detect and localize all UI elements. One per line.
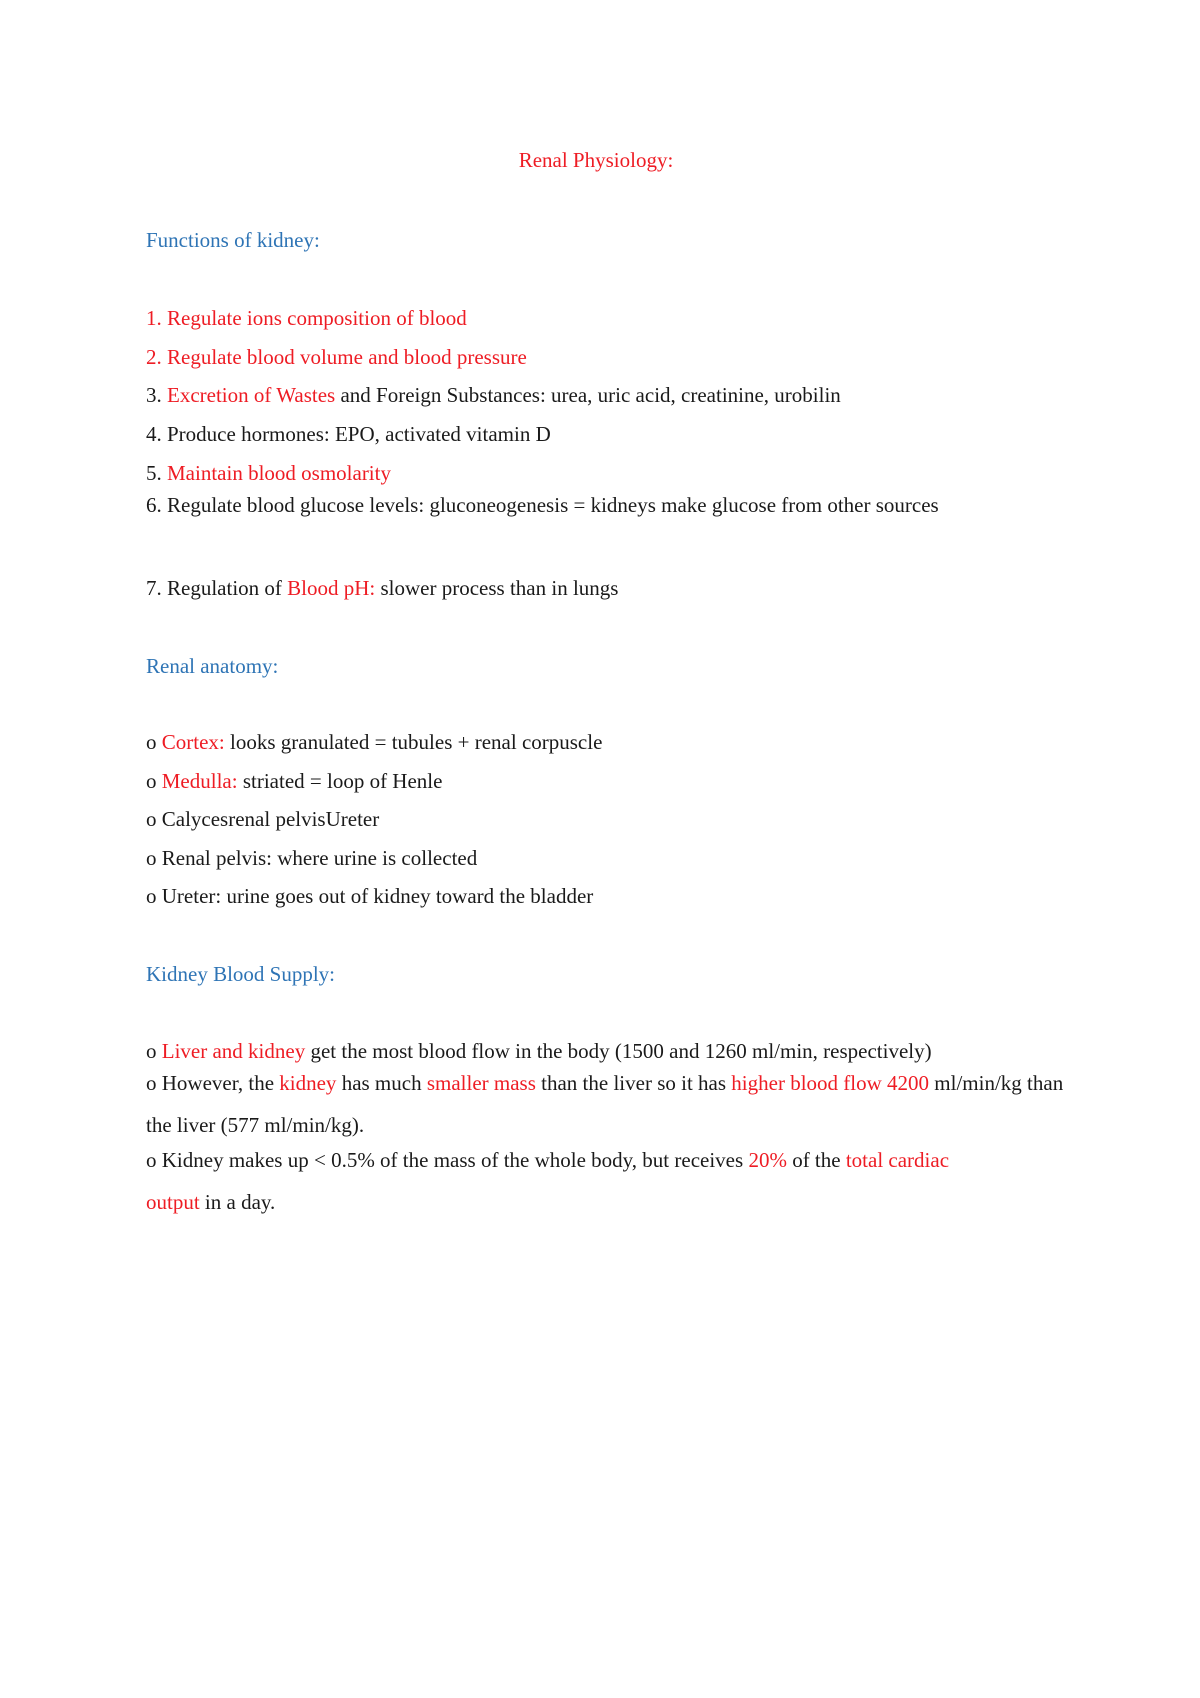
paragraph: o Kidney makes up < 0.5% of the mass of the whole body, but receives 20% of the total cardiac output in a day. — [146, 1148, 950, 1214]
list-item: 4. Produce hormones: EPO, activated vitamin D — [146, 422, 551, 446]
list-item: 1. Regulate ions composition of blood — [146, 306, 467, 330]
section-heading-anatomy: Renal anatomy: — [146, 654, 279, 678]
list-item: 7. Regulation of Blood pH: slower process than in lungs — [146, 576, 619, 600]
list-item: 3. Excretion of Wastes and Foreign Substances: urea, uric acid, creatinine, urobilin — [146, 383, 841, 407]
section-heading-functions: Functions of kidney: — [146, 228, 320, 252]
list-item: o Cortex: looks granulated = tubules + renal corpuscle — [146, 730, 603, 754]
list-item: o Ureter: urine goes out of kidney toward the bladder — [146, 884, 594, 908]
section-heading-blood-supply: Kidney Blood Supply: — [146, 962, 336, 986]
list-item: o Renal pelvis: where urine is collected — [146, 846, 478, 870]
list-item: o Medulla: striated = loop of Henle — [146, 769, 443, 793]
page-title: Renal Physiology: — [518, 148, 674, 172]
list-item: 2. Regulate blood volume and blood pressure — [146, 345, 527, 369]
list-item: 5. Maintain blood osmolarity — [146, 461, 391, 485]
paragraph: o Liver and kidney get the most blood flow in the body (1500 and 1260 ml/min, respectively) — [146, 1039, 932, 1063]
list-item: 6. Regulate blood glucose levels: gluconeogenesis = kidneys make glucose from other sources — [146, 493, 939, 517]
list-item: o Calycesrenal pelvisUreter — [146, 807, 380, 831]
paragraph: o However, the kidney has much smaller mass than the liver so it has higher blood flow 4200 ml/min/kg than the liver (577 ml/min/kg). — [146, 1071, 1064, 1137]
